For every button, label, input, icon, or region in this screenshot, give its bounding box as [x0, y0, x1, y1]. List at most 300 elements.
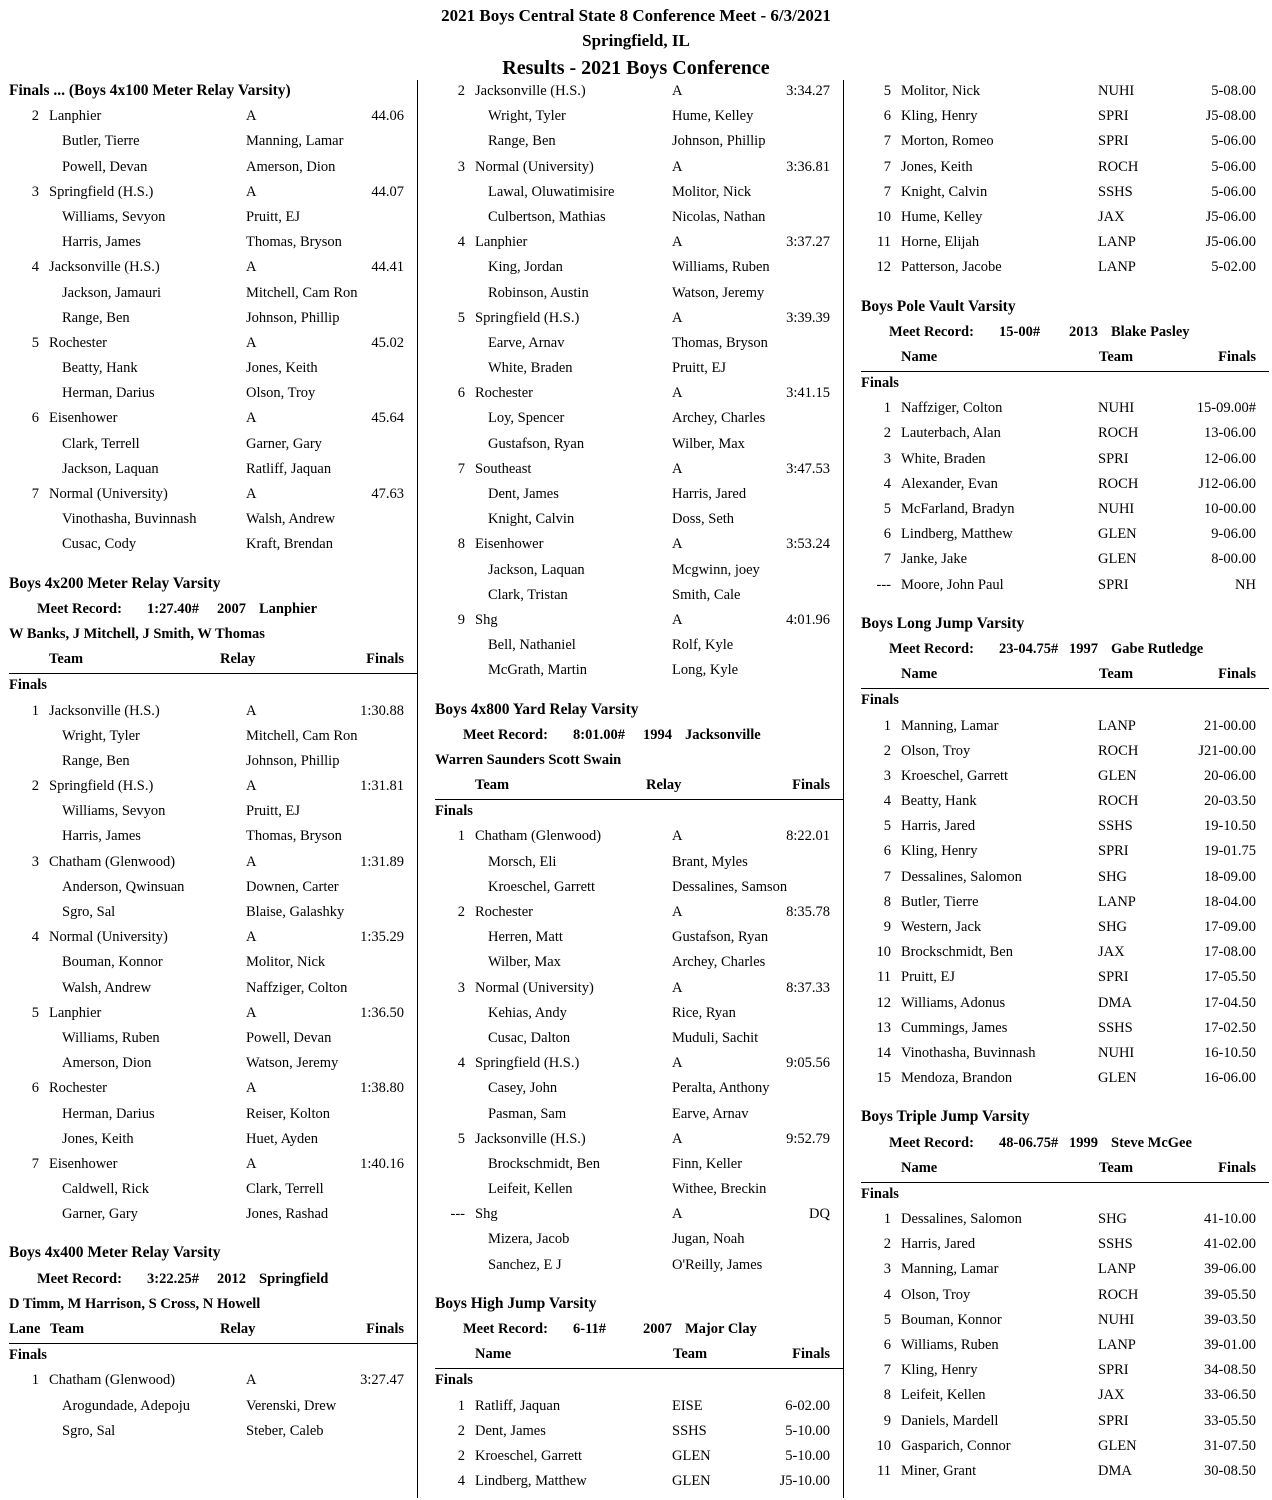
runner: Wright, Tyler: [62, 727, 140, 744]
finals-mark: 20-03.50: [1204, 793, 1256, 810]
runner: Walsh, Andrew: [246, 511, 336, 528]
result-row: [861, 992, 1269, 1017]
section-label: [435, 1369, 843, 1394]
finals-mark: 39-06.00: [1204, 1261, 1256, 1278]
col-finals: Finals: [792, 1346, 830, 1363]
place: 6: [883, 526, 891, 543]
relay-team-row: [9, 1153, 417, 1178]
team-code: NUHI: [1098, 400, 1135, 417]
relay-runners-row: [9, 800, 417, 825]
runner: Amerson, Dion: [246, 158, 336, 175]
runner: Kraft, Brendan: [246, 536, 333, 553]
relay-runners-row: [9, 357, 417, 382]
relay-team-row: [435, 1128, 843, 1153]
event-title: [9, 1242, 417, 1267]
runner: Bell, Nathaniel: [488, 637, 576, 654]
relay-letter: A: [672, 158, 683, 175]
runner: Johnson, Phillip: [246, 752, 340, 769]
team-code: ROCH: [1098, 158, 1139, 175]
record-label: Meet Record:: [463, 1321, 548, 1337]
athlete-name: Kling, Henry: [901, 108, 978, 125]
place: 1: [457, 1397, 465, 1414]
runner: Herman, Darius: [62, 385, 155, 402]
finals-mark: 15-09.00#: [1196, 400, 1256, 417]
team-code: GLEN: [1098, 551, 1137, 568]
relay-letter: A: [246, 702, 257, 719]
place: 5: [457, 309, 465, 326]
event-spacer: [861, 1092, 1269, 1106]
record-year: 2007: [643, 1321, 672, 1337]
record-relay-names: [9, 623, 417, 648]
team-code: EISE: [672, 1397, 703, 1414]
relay-letter: A: [246, 486, 257, 502]
athlete-name: Morton, Romeo: [901, 133, 994, 150]
team-name: Rochester: [49, 334, 107, 351]
relay-runners-row: [435, 1002, 843, 1027]
team-code: JAX: [1098, 944, 1125, 961]
team-name: Chatham (Glenwood): [49, 853, 176, 870]
col-finals: Finals: [1218, 1159, 1256, 1176]
place: 2: [457, 1447, 465, 1464]
relay-team-row: [9, 1077, 417, 1102]
result-row: [861, 1284, 1269, 1309]
team-code: SHG: [1098, 919, 1128, 935]
section-text: Finals: [435, 803, 473, 820]
record-holder: Steve McGee: [1111, 1134, 1192, 1151]
place: 2: [883, 1236, 891, 1253]
relay-letter: A: [672, 979, 683, 996]
runner: White, Braden: [488, 360, 573, 377]
team-name: Jacksonville (H.S.): [49, 702, 160, 719]
relay-runners-row: [9, 1103, 417, 1128]
finals-mark: J21-00.00: [1198, 742, 1256, 759]
runner: Jackson, Jamauri: [62, 284, 162, 301]
runner: Molitor, Nick: [672, 183, 752, 200]
finals-mark: 30-08.50: [1204, 1462, 1256, 1479]
section-text: Finals: [9, 677, 47, 694]
place: 9: [883, 1412, 891, 1429]
runner: Harris, Jared: [672, 486, 747, 502]
place: 7: [883, 133, 891, 150]
finals-mark: 5-08.00: [1211, 83, 1256, 99]
team-code: SPRI: [1098, 1362, 1129, 1379]
runner: Morsch, Eli: [488, 853, 557, 870]
runner: Sgro, Sal: [62, 1422, 116, 1439]
runner: Molitor, Nick: [246, 954, 326, 971]
section-text: Finals: [861, 1185, 899, 1202]
relay-letter: A: [246, 410, 257, 427]
relay-letter: A: [672, 536, 683, 553]
col-lane: Lane: [9, 1321, 41, 1337]
relay-letter: A: [246, 108, 257, 125]
athlete-name: Leifeit, Kellen: [901, 1387, 986, 1404]
athlete-name: Williams, Ruben: [901, 1337, 999, 1353]
finals-mark: 9-06.00: [1211, 526, 1256, 543]
finals-mark: 16-06.00: [1204, 1070, 1256, 1087]
team-name: Rochester: [475, 904, 533, 920]
finals-mark: 17-09.00: [1204, 919, 1256, 935]
runner: Williams, Sevyon: [62, 803, 166, 820]
runner: Finn, Keller: [672, 1155, 743, 1172]
team-name: Normal (University): [475, 979, 594, 996]
col-name: Name: [475, 1346, 512, 1363]
runner: Thomas, Bryson: [672, 334, 768, 351]
record-names: Warren Saunders Scott Swain: [435, 751, 622, 768]
result-row: [861, 1233, 1269, 1258]
runner: Naffziger, Colton: [246, 979, 348, 996]
column-headers: [861, 346, 1269, 371]
runner: Williams, Sevyon: [62, 208, 166, 225]
event-title-text: Boys 4x800 Yard Relay Varsity: [435, 700, 639, 718]
runner: Pruitt, EJ: [246, 803, 300, 820]
place: ---: [876, 576, 891, 593]
athlete-name: Cummings, James: [901, 1019, 1008, 1036]
team-code: SPRI: [1098, 133, 1129, 150]
relay-runners-row: [435, 926, 843, 951]
place: 8: [457, 536, 465, 553]
team-name: Eisenhower: [49, 410, 118, 427]
team-name: Lanphier: [49, 108, 102, 125]
runner: Long, Kyle: [672, 662, 739, 679]
runner: Earve, Arnav: [488, 334, 565, 351]
col-relay: Relay: [220, 1321, 256, 1337]
relay-team-row: [9, 407, 417, 432]
runner: Ratliff, Jaquan: [246, 460, 332, 477]
runner: Vinothasha, Buvinnash: [62, 511, 197, 528]
relay-letter: A: [672, 460, 683, 477]
finals-mark: J5-06.00: [1205, 234, 1256, 251]
team-code: SSHS: [1098, 1236, 1133, 1253]
place: 5: [31, 334, 39, 351]
runner: Hume, Kelley: [672, 108, 754, 125]
place: 7: [883, 183, 891, 200]
place: 10: [876, 944, 891, 961]
team-code: LANP: [1098, 1261, 1136, 1278]
relay-runners-row: [9, 901, 417, 926]
place: 4: [457, 234, 465, 251]
team-code: GLEN: [1098, 767, 1137, 784]
relay-letter: A: [672, 1055, 683, 1072]
finals-mark: 10-00.00: [1204, 501, 1256, 517]
record-label: Meet Record:: [889, 640, 974, 657]
result-row: [435, 1470, 843, 1495]
record-label: Meet Record:: [37, 1270, 122, 1287]
col-finals: Finals: [1218, 666, 1256, 683]
place: 8: [883, 1387, 891, 1404]
runner: Jugan, Noah: [672, 1231, 745, 1248]
result-row: [861, 206, 1269, 231]
runner: Thomas, Bryson: [246, 828, 342, 845]
result-row: [861, 1460, 1269, 1485]
runner: Butler, Tierre: [62, 133, 140, 150]
result-row: [861, 891, 1269, 916]
results-column-1: [9, 80, 417, 1445]
relay-team-row: [9, 1369, 417, 1394]
event-spacer: [9, 559, 417, 573]
result-row: [861, 1208, 1269, 1233]
relay-runners-row: [9, 231, 417, 256]
athlete-name: Williams, Adonus: [901, 994, 1006, 1011]
runner: McGrath, Martin: [488, 662, 588, 679]
meet-location: Springfield, IL: [582, 31, 690, 50]
place: 5: [883, 818, 891, 835]
finals-mark: 9:05.56: [786, 1055, 830, 1072]
meet-record: [861, 1132, 1269, 1157]
relay-runners-row: [9, 977, 417, 1002]
finals-mark: 17-08.00: [1204, 944, 1256, 961]
finals-mark: 5-10.00: [785, 1447, 830, 1464]
section-label: [9, 674, 417, 699]
record-holder: Blake Pasley: [1111, 323, 1190, 340]
runner: Doss, Seth: [672, 511, 735, 528]
place: 7: [31, 486, 39, 502]
runner: Cusac, Cody: [62, 536, 137, 553]
runner: Gustafson, Ryan: [672, 929, 769, 946]
place: 12: [876, 259, 891, 276]
finals-mark: J5-06.00: [1205, 208, 1256, 225]
relay-runners-row: [9, 382, 417, 407]
relay-runners-row: [9, 1420, 417, 1445]
result-row: [435, 1395, 843, 1420]
finals-mark: 4:01.96: [786, 611, 830, 628]
athlete-name: Bouman, Konnor: [901, 1311, 1002, 1328]
event-title: [861, 296, 1269, 321]
relay-runners-row: [435, 1077, 843, 1102]
athlete-name: Harris, Jared: [901, 1236, 976, 1253]
athlete-name: Dent, James: [475, 1422, 546, 1439]
result-row: [861, 941, 1269, 966]
finals-mark: J5-08.00: [1205, 108, 1256, 125]
result-row: [861, 840, 1269, 865]
place: 1: [457, 828, 465, 845]
place: 5: [883, 501, 891, 517]
section-label: [861, 1183, 1269, 1208]
finals-mark: 41-02.00: [1204, 1236, 1256, 1253]
relay-team-row: [435, 1052, 843, 1077]
result-row: [861, 1384, 1269, 1409]
relay-runners-row: [435, 206, 843, 231]
finals-mark: 5-10.00: [785, 1422, 830, 1439]
event-title: [861, 613, 1269, 638]
col-team: Team: [1099, 348, 1134, 365]
finals-mark: 3:53.24: [786, 536, 830, 553]
runner: Loy, Spencer: [488, 410, 565, 427]
finals-mark: 17-05.50: [1204, 969, 1256, 986]
relay-letter: A: [672, 385, 683, 402]
column-headers: [861, 663, 1269, 688]
relay-runners-row: [9, 282, 417, 307]
result-row: [861, 523, 1269, 548]
runner: Peralta, Anthony: [672, 1080, 770, 1097]
relay-letter: A: [672, 83, 683, 99]
meet-record: [435, 1318, 843, 1343]
finals-mark: 1:31.81: [360, 778, 404, 795]
athlete-name: Lindberg, Matthew: [901, 526, 1013, 543]
relay-runners-row: [435, 1178, 843, 1203]
record-year: 1997: [1069, 640, 1098, 657]
relay-team-row: [435, 307, 843, 332]
runner: Bouman, Konnor: [62, 954, 163, 971]
team-code: GLEN: [1098, 1437, 1137, 1454]
relay-team-row: [9, 1002, 417, 1027]
event-spacer: [861, 282, 1269, 296]
result-row: [861, 1258, 1269, 1283]
column-headers: [435, 1343, 843, 1368]
runner: Mcgwinn, joey: [672, 561, 760, 578]
finals-mark: 45.64: [371, 410, 404, 427]
place: 5: [457, 1130, 465, 1147]
athlete-name: Dessalines, Salomon: [901, 1211, 1022, 1228]
section-text: Finals: [861, 375, 899, 392]
athlete-name: Patterson, Jacobe: [901, 259, 1002, 276]
finals-mark: 18-04.00: [1204, 893, 1256, 910]
team-code: LANP: [1098, 893, 1136, 910]
place: 6: [31, 1080, 39, 1097]
place: 10: [876, 208, 891, 225]
runner: Thomas, Bryson: [246, 234, 342, 251]
runner: Jones, Keith: [62, 1130, 134, 1147]
runner: Mitchell, Cam Ron: [246, 284, 358, 301]
athlete-name: Naffziger, Colton: [901, 400, 1003, 417]
team-name: Chatham (Glenwood): [475, 828, 602, 845]
record-holder: Lanphier: [259, 600, 318, 617]
athlete-name: Olson, Troy: [901, 742, 971, 759]
athlete-name: Olson, Troy: [901, 1286, 971, 1303]
finals-mark: 3:47.53: [786, 460, 830, 477]
record-names: W Banks, J Mitchell, J Smith, W Thomas: [9, 625, 265, 642]
column-headers: [861, 1157, 1269, 1182]
relay-team-row: [435, 382, 843, 407]
finals-mark: 18-09.00: [1204, 868, 1256, 885]
result-row: [861, 448, 1269, 473]
finals-mark: 3:39.39: [786, 309, 830, 326]
place: ---: [450, 1206, 465, 1223]
results-column-3: [861, 80, 1269, 1485]
place: 11: [877, 1462, 891, 1479]
runner: Huet, Ayden: [246, 1130, 318, 1147]
finals-mark: DQ: [809, 1206, 830, 1223]
place: 3: [883, 450, 891, 467]
result-row: [861, 256, 1269, 281]
finals-mark: 19-10.50: [1204, 818, 1256, 835]
relay-letter: A: [246, 778, 257, 795]
record-mark: 8:01.00#: [573, 726, 625, 743]
place: 7: [883, 551, 891, 568]
relay-runners-row: [435, 282, 843, 307]
team-name: Normal (University): [49, 929, 168, 946]
result-row: [861, 1410, 1269, 1435]
runner: Manning, Lamar: [246, 133, 344, 150]
result-row: [861, 231, 1269, 256]
relay-runners-row: [9, 1203, 417, 1228]
record-year: 1994: [643, 726, 672, 743]
athlete-name: Horne, Elijah: [901, 234, 980, 251]
finals-mark: 21-00.00: [1204, 717, 1256, 734]
team-name: Jacksonville (H.S.): [49, 259, 160, 276]
runner: Kroeschel, Garrett: [488, 878, 596, 895]
result-row: [861, 548, 1269, 573]
result-row: [861, 422, 1269, 447]
athlete-name: Knight, Calvin: [901, 183, 988, 200]
team-code: SPRI: [1098, 843, 1129, 860]
runner: Withee, Breckin: [672, 1181, 767, 1198]
runner: Jones, Rashad: [246, 1206, 329, 1223]
result-row: [861, 866, 1269, 891]
team-code: LANP: [1098, 259, 1136, 276]
place: 2: [31, 108, 39, 125]
place: 15: [876, 1070, 891, 1087]
finals-mark: 44.07: [371, 183, 404, 200]
runner: Brant, Myles: [672, 853, 748, 870]
meet-record: [861, 638, 1269, 663]
runner: Sgro, Sal: [62, 904, 116, 920]
relay-runners-row: [435, 634, 843, 659]
team-code: ROCH: [1098, 475, 1139, 492]
relay-runners-row: [9, 533, 417, 558]
finals-mark: 3:27.47: [360, 1372, 404, 1389]
relay-letter: A: [672, 1130, 683, 1147]
finals-mark: 41-10.00: [1204, 1211, 1256, 1228]
team-code: NUHI: [1098, 501, 1135, 517]
runner: Mitchell, Cam Ron: [246, 727, 358, 744]
col-team: Team: [50, 1321, 85, 1337]
relay-runners-row: [435, 876, 843, 901]
col-finals: Finals: [366, 651, 404, 668]
relay-runners-row: [435, 851, 843, 876]
team-code: ROCH: [1098, 1286, 1139, 1303]
event-spacer: [435, 685, 843, 699]
team-name: Springfield (H.S.): [475, 309, 580, 326]
athlete-name: Gasparich, Connor: [901, 1437, 1011, 1454]
relay-team-row: [435, 1203, 843, 1228]
event-title-text: Boys Triple Jump Varsity: [861, 1108, 1030, 1126]
team-code: DMA: [1098, 1462, 1132, 1479]
result-row: [861, 574, 1269, 599]
finals-mark: 17-02.50: [1204, 1019, 1256, 1036]
place: 13: [876, 1019, 891, 1036]
runner: Casey, John: [488, 1080, 558, 1097]
team-code: SPRI: [1098, 1412, 1129, 1429]
result-row: [861, 498, 1269, 523]
result-row: [861, 130, 1269, 155]
finals-mark: 1:30.88: [360, 702, 404, 719]
finals-mark: 8:22.01: [786, 828, 830, 845]
place: 8: [883, 893, 891, 910]
result-row: [861, 156, 1269, 181]
team-name: Chatham (Glenwood): [49, 1372, 176, 1389]
team-code: NUHI: [1098, 83, 1135, 99]
place: 2: [31, 778, 39, 795]
runner: Clark, Terrell: [246, 1181, 324, 1198]
team-name: Lanphier: [475, 234, 528, 251]
relay-runners-row: [435, 332, 843, 357]
relay-team-row: [435, 533, 843, 558]
result-row: [861, 916, 1269, 941]
finals-mark: 3:41.15: [786, 385, 830, 402]
finals-mark: 31-07.50: [1204, 1437, 1256, 1454]
record-mark: 3:22.25#: [147, 1270, 199, 1287]
team-name: Normal (University): [49, 486, 168, 502]
place: 5: [883, 1311, 891, 1328]
finals-mark: 1:31.89: [360, 853, 404, 870]
finals-mark: 3:34.27: [786, 83, 830, 99]
finals-mark: 39-01.00: [1204, 1337, 1256, 1353]
athlete-name: Western, Jack: [901, 919, 982, 935]
team-name: Eisenhower: [49, 1155, 118, 1172]
relay-runners-row: [9, 825, 417, 850]
finals-mark: 16-10.50: [1204, 1044, 1256, 1061]
record-mark: 15-00#: [999, 323, 1041, 340]
